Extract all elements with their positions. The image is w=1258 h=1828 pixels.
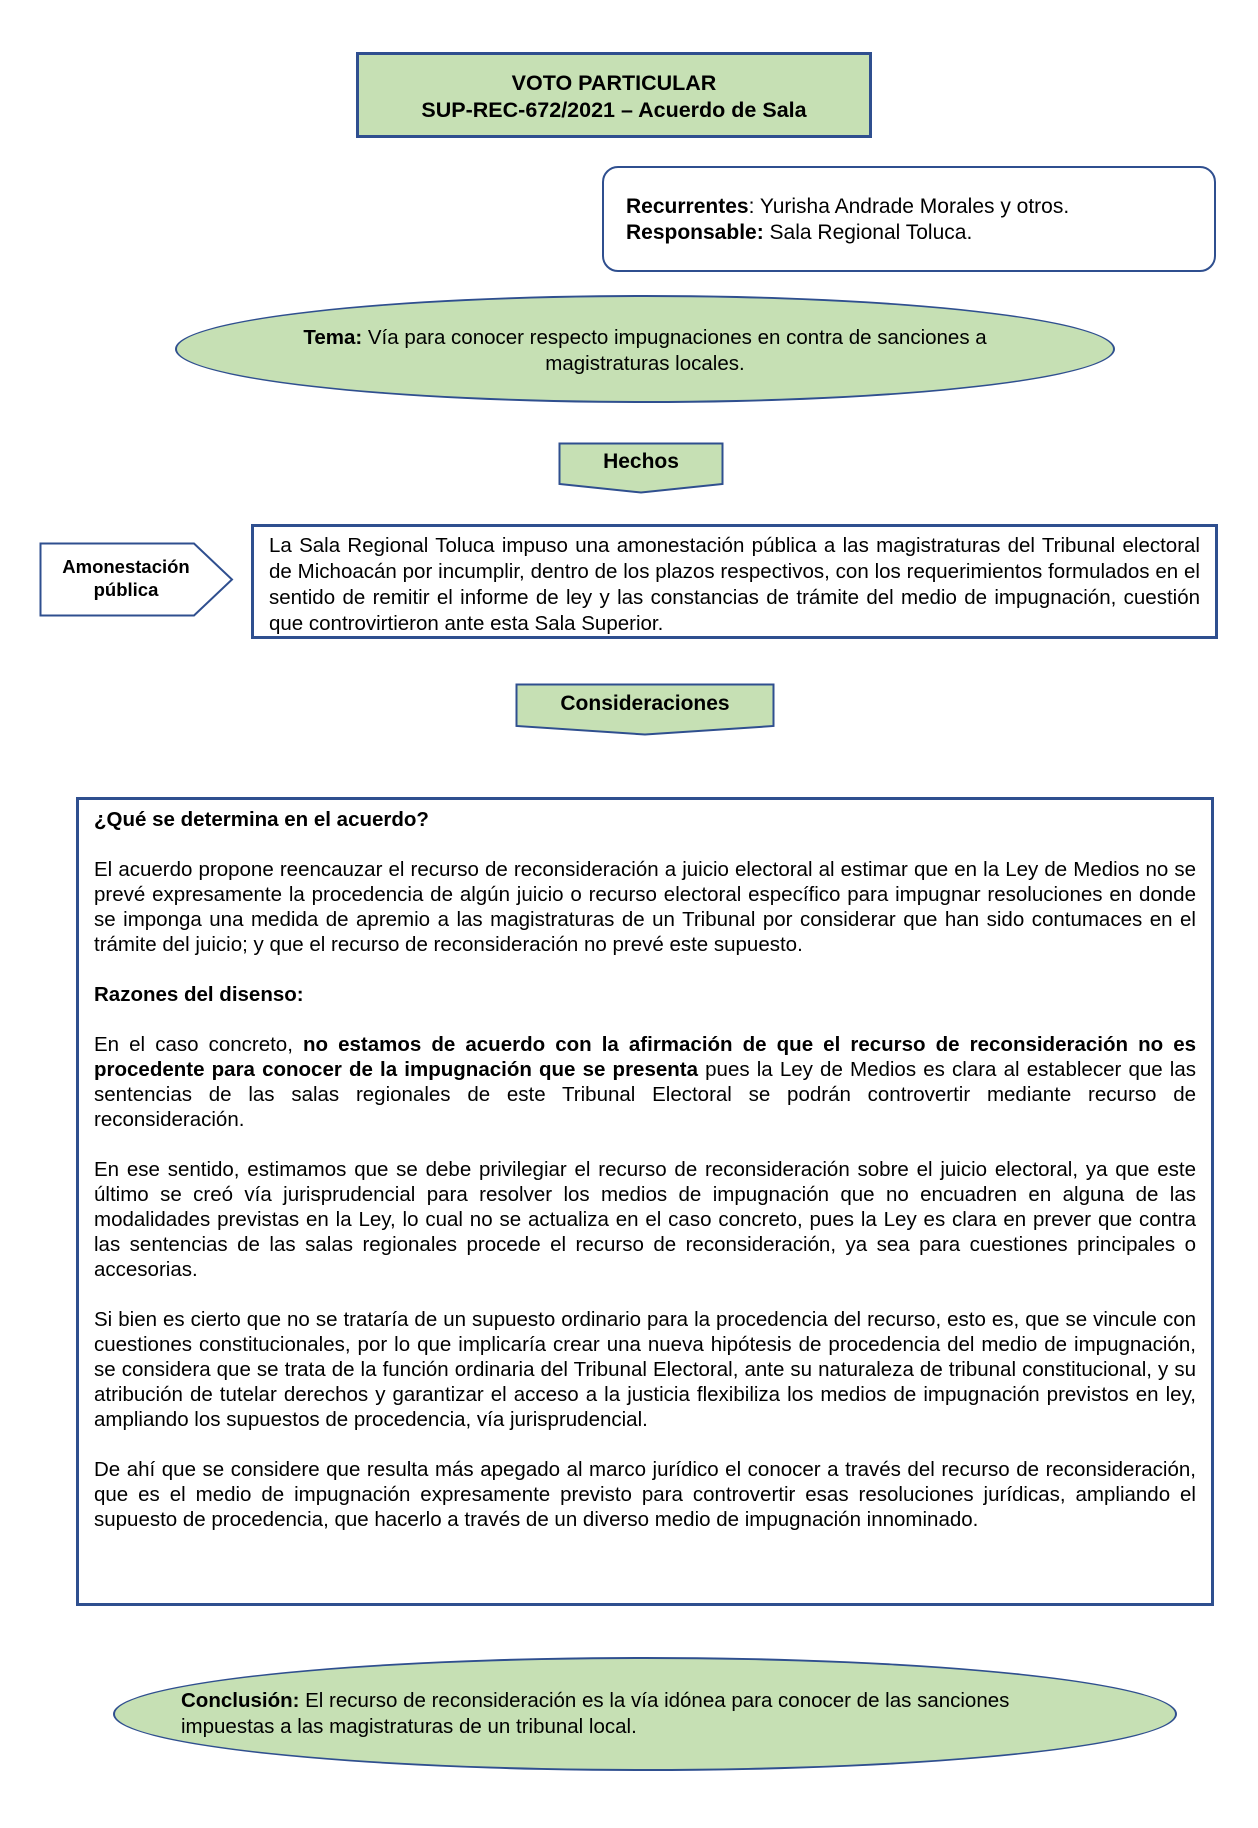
document-title: VOTO PARTICULAR <box>511 71 717 95</box>
recurrentes-label: Recurrentes <box>626 195 749 218</box>
hechos-heading: Hechos <box>603 450 679 473</box>
considerations-box <box>76 797 1214 1606</box>
case-number: SUP-REC-672/2021 – Acuerdo de Sala <box>421 98 807 122</box>
paragraph-2-emphasis: no estamos de acuerdo con la afirmación de que el recurso de reconsideración no es procedente para conocer de la impugnación que se presenta <box>94 1033 1197 1081</box>
amonestacion-line2: pública <box>93 579 159 600</box>
reasons-heading: Razones del disenso: <box>94 983 304 1006</box>
facts-box <box>251 524 1218 639</box>
recurrentes-line <box>626 194 1214 220</box>
conclusion-label: Conclusión: <box>181 1689 300 1712</box>
paragraph-3: En ese sentido, estimamos que se debe privilegiar el recurso de reconsideración sobre el juicio electoral, ya que este último se creó vía jurisprudencial para resolver los medios de impugnación que no encuadren en alguna de las modalidades previstas en la Ley, lo cual no se actualiza en el caso concreto, pues la Ley es clara en prever que contra las sentencias de las salas regionales procede el recurso de reconsideración, ya sea para cuestiones principales o accesorias. <box>94 1158 1196 1281</box>
conclusion-text: El recurso de reconsideración es la vía idónea para conocer de las sanciones impuestas a las magistraturas de un tribunal local. <box>181 1689 1010 1738</box>
theme-text: Vía para conocer respecto impugnaciones en contra de sanciones a magistraturas locales. <box>362 326 987 375</box>
recurrentes-value: : Yurisha Andrade Morales y otros. <box>748 195 1070 218</box>
paragraph-4: Si bien es cierto que no se trataría de un supuesto ordinario para la procedencia del recurso, esto es, que se vincule con cuestiones constitucionales, por lo que implicaría crear una nueva hipótesis de procedencia del medio de impugnación, se considera que se trata de la función ordinaria del Tribunal Electoral, ante su naturaleza de tribunal constitucional, y su atribución de tutelar derechos y garantizar el acceso a la justicia flexibiliza los medios de impugnación previstos en ley, ampliando los supuestos de procedencia, vía jurisprudencial. <box>94 1308 1196 1431</box>
facts-text: La Sala Regional Toluca impuso una amonestación pública a las magistraturas del Tribunal electoral de Michoacán por incumplir, dentro de los plazos respectivos, con los requerimientos formulados en el sentido de remitir el informe de ley y las constancias de trámite del medio de impugnación, cuestión que controvirtieron ante esta Sala Superior. <box>269 534 1200 635</box>
amonestacion-line1: Amonestación <box>62 556 190 577</box>
title-box <box>356 52 872 138</box>
responsable-line <box>626 220 1214 246</box>
paragraph-5: De ahí que se considere que resulta más apegado al marco jurídico el conocer a través del recurso de reconsideración, que es el medio de impugnación expresamente previsto para controvertir esas resoluciones jurídicas, ampliando el supuesto de procedencia, que hacerlo a través de un diverso medio de impugnación innominado. <box>94 1458 1196 1531</box>
theme-ellipse <box>175 295 1115 403</box>
amonestacion-label <box>41 555 211 601</box>
responsable-label: Responsable: <box>626 221 764 244</box>
parties-box <box>602 166 1216 272</box>
paragraph-1: El acuerdo propone reencauzar el recurso de reconsideración a juicio electoral al estimar que en la Ley de Medios no se prevé expresamente la procedencia de algún juicio o recurso electoral específico para impugnar resoluciones en donde se imponga una medida de apremio a las magistraturas de un Tribunal por considerar que han sido contumaces en el trámite del juicio; y que el recurso de reconsideración no prevé este supuesto. <box>94 858 1196 956</box>
paragraph-2: En el caso concreto, no estamos de acuerdo con la afirmación de que el recurso de reconsideración no es procedente para conocer de la impugnación que se presenta pues la Ley de Medios es clara al establecer que las sentencias de las salas regionales de este Tribunal Electoral se podrán controvertir mediante recurso de reconsideración. <box>94 1033 1197 1131</box>
question-heading: ¿Qué se determina en el acuerdo? <box>94 808 429 831</box>
theme-label: Tema: <box>303 326 363 349</box>
conclusion-ellipse <box>113 1657 1177 1771</box>
responsable-value: Sala Regional Toluca. <box>763 221 973 244</box>
consideraciones-heading: Consideraciones <box>560 692 730 715</box>
